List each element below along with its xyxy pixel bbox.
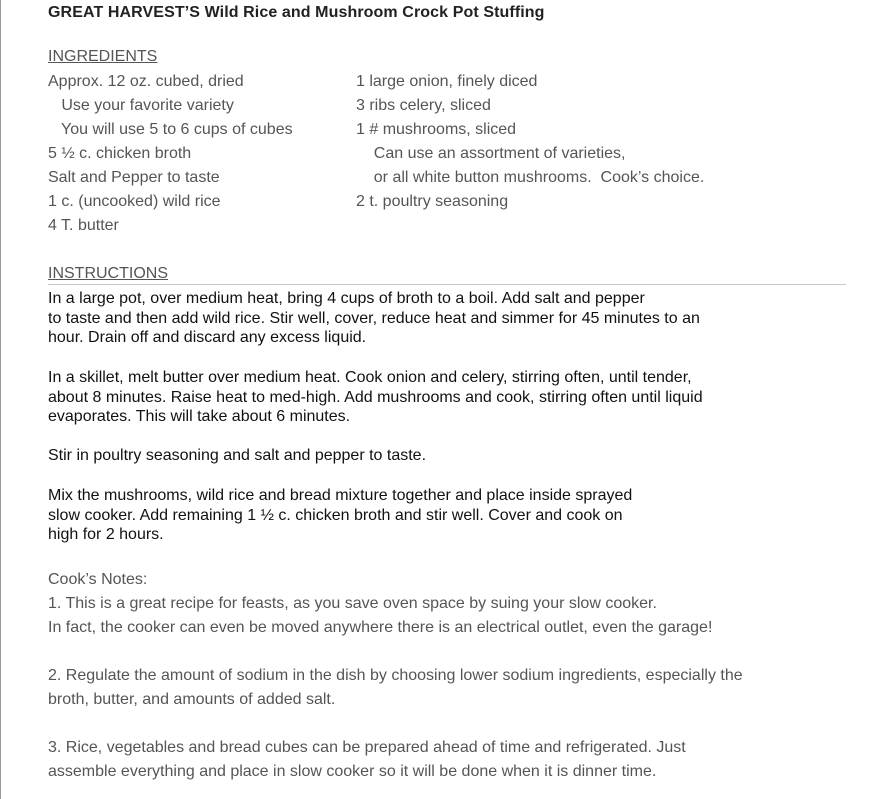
note-line: 3. Rice, vegetables and bread cubes can be prepared ahead of time and refrigerated. Just [48, 739, 686, 756]
ingredient-line: Salt and Pepper to taste [48, 169, 220, 186]
cooks-note [48, 592, 848, 640]
instruction-line: Stir in poultry seasoning and salt and pepper to taste. [48, 447, 427, 464]
ingredient-line: 1 # mushrooms, sliced [356, 121, 517, 138]
cooks-notes-heading: Cook’s Notes: [48, 571, 148, 588]
section-divider [48, 284, 846, 285]
instruction-line: In a large pot, over medium heat, bring 4 cups of broth to a boil. Add salt and pepper [48, 290, 645, 307]
ingredient-line: You will use 5 to 6 cups of cubes [48, 121, 293, 138]
ingredient-line: 4 T. butter [48, 217, 119, 234]
note-line: 2. Regulate the amount of sodium in the dish by choosing lower sodium ingredients, especially the [48, 667, 743, 684]
instruction-line: Mix the mushrooms, wild rice and bread mixture together and place inside sprayed [48, 487, 633, 504]
note-line: 1. This is a great recipe for feasts, as you save oven space by suing your slow cooker. [48, 595, 657, 612]
instruction-line: In a skillet, melt butter over medium heat. Cook onion and celery, stirring often, until tender, [48, 369, 692, 386]
ingredients-left-column [48, 70, 293, 238]
instructions-heading: INSTRUCTIONS [48, 265, 168, 282]
instruction-line: hour. Drain off and discard any excess liquid. [48, 329, 367, 346]
ingredient-line: or all white button mushrooms. Cook’s choice. [356, 169, 705, 186]
instruction-paragraph [48, 368, 848, 427]
instruction-line: slow cooker. Add remaining 1 ½ c. chicken broth and stir well. Cover and cook on [48, 506, 623, 524]
note-line: broth, butter, and amounts of added salt. [48, 691, 336, 708]
note-line: In fact, the cooker can even be moved anywhere there is an electrical outlet, even the garage! [48, 619, 713, 636]
ingredient-line: 1 c. (uncooked) wild rice [48, 193, 221, 210]
ingredient-line: Approx. 12 oz. cubed, dried [48, 73, 244, 90]
ingredient-line: 5 ½ c. chicken broth [48, 145, 192, 162]
recipe-title: GREAT HARVEST’S Wild Rice and Mushroom Crock Pot Stuffing [48, 4, 545, 21]
note-line: assemble everything and place in slow cooker so it will be done when it is dinner time. [48, 763, 657, 780]
ingredient-line: Can use an assortment of varieties, [356, 145, 626, 162]
cooks-note [48, 664, 848, 712]
ingredient-line: 1 large onion, finely diced [356, 73, 538, 90]
instruction-paragraph [48, 486, 848, 545]
ingredients-right-column [356, 70, 704, 214]
instruction-line: high for 2 hours. [48, 526, 164, 543]
ingredients-heading: INGREDIENTS [48, 48, 158, 65]
instruction-paragraph [48, 289, 848, 348]
cooks-note [48, 736, 848, 784]
instruction-line: evaporates. This will take about 6 minutes. [48, 408, 351, 425]
instruction-paragraph [48, 446, 848, 466]
ingredient-line: 3 ribs celery, sliced [356, 97, 491, 114]
ingredient-line: 2 t. poultry seasoning [356, 193, 509, 210]
instruction-line: to taste and then add wild rice. Stir well, cover, reduce heat and simmer for 45 minutes to an [48, 309, 700, 327]
instruction-line: about 8 minutes. Raise heat to med-high. Add mushrooms and cook, stirring often until liquid [48, 388, 703, 406]
ingredient-line: Use your favorite variety [48, 97, 234, 114]
